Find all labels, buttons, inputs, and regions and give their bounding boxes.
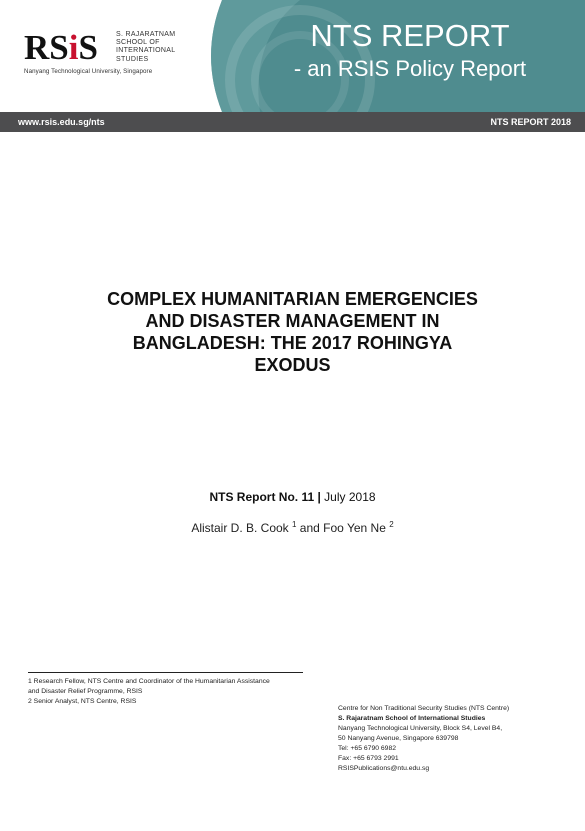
contact-block xyxy=(338,704,578,774)
fax: Fax: +65 6793 2991 xyxy=(338,755,399,762)
author-line xyxy=(0,520,585,535)
university-name: Nanyang Technological University, Singapore xyxy=(24,68,153,75)
school-name-line: S. RAJARATNAM xyxy=(116,31,176,38)
header-info-bar xyxy=(0,112,585,132)
report-number-line xyxy=(0,490,585,504)
footnote-line: and Disaster Relief Programme, RSIS xyxy=(28,687,143,695)
email-link[interactable]: RSISPublications@ntu.edu.sg xyxy=(338,765,430,772)
centre-name: Centre for Non Traditional Security Studies (NTS Centre) xyxy=(338,705,510,712)
title-line: EXODUS xyxy=(254,355,331,375)
school-name-line: STUDIES xyxy=(116,55,149,63)
report-series-title: NTS REPORT xyxy=(310,18,510,53)
title-line: COMPLEX HUMANITARIAN EMERGENCIES xyxy=(107,289,478,309)
report-separator: | xyxy=(314,490,325,504)
school-name xyxy=(116,31,175,64)
footnotes xyxy=(28,677,328,706)
footnote-line: 1 Research Fellow, NTS Centre and Coordinator of the Humanitarian Assistance xyxy=(28,678,270,685)
report-number: NTS Report No. 11 xyxy=(209,490,315,504)
school-name-line: INTERNATIONAL xyxy=(116,47,176,55)
address-line: Nanyang Technological University, Block S4, Level B4, xyxy=(338,725,503,732)
title-line: BANGLADESH: THE 2017 ROHINGYA xyxy=(132,333,453,353)
author-name: Alistair D. B. Cook xyxy=(191,521,289,535)
author-name: Foo Yen Ne xyxy=(323,521,386,535)
website-link[interactable]: www.rsis.edu.sg/nts xyxy=(18,117,105,127)
rsis-logo-mark: RSiS xyxy=(24,28,98,67)
footnote-line: 2 Senior Analyst, NTS Centre, RSIS xyxy=(28,697,137,705)
telephone: Tel: +65 6790 6982 xyxy=(338,745,397,752)
footnote-divider xyxy=(28,672,303,673)
report-year-tag: NTS REPORT 2018 xyxy=(490,117,571,127)
report-date: July 2018 xyxy=(324,490,376,504)
title-line: AND DISASTER MANAGEMENT IN xyxy=(145,311,440,331)
footnote-mark: 2 xyxy=(389,520,394,529)
address-line: 50 Nanyang Avenue, Singapore 639798 xyxy=(338,735,459,742)
report-series-subtitle: - an RSIS Policy Report xyxy=(293,56,527,81)
footnote-mark: 1 xyxy=(292,520,297,529)
author-joiner: and xyxy=(296,521,324,535)
report-title xyxy=(60,288,525,376)
school-full-name: S. Rajaratnam School of International Studies xyxy=(338,715,486,722)
cover-header xyxy=(0,0,585,112)
school-name-line: SCHOOL OF xyxy=(116,39,160,47)
